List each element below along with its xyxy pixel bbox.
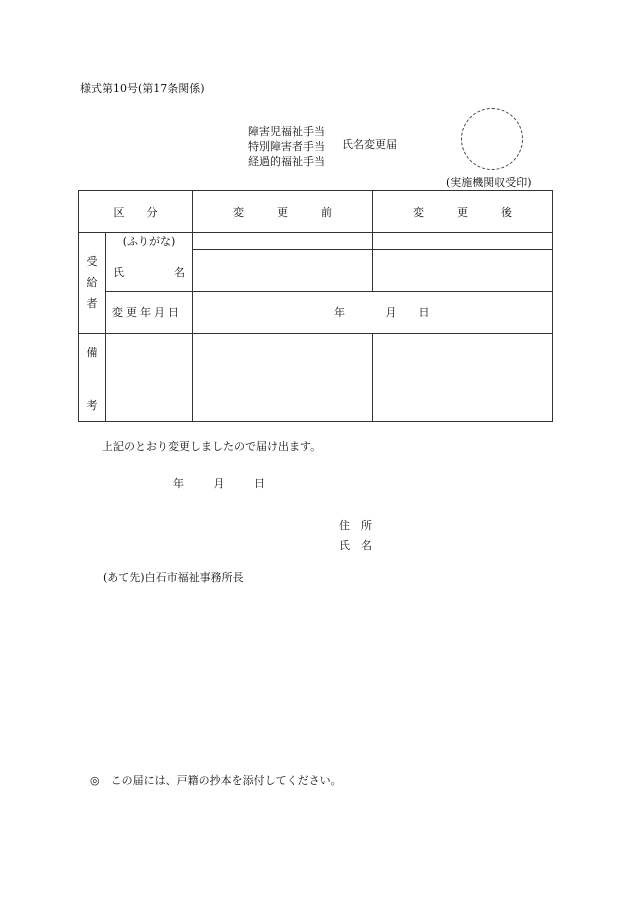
name-before-cell[interactable] — [193, 250, 373, 292]
remarks-label — [79, 333, 106, 421]
submission-year: 年 — [173, 477, 184, 490]
form-number: 様式第10号(第17条関係) — [80, 82, 205, 95]
date-year: 年 — [334, 306, 345, 319]
change-date-label: 変更年月日 — [106, 291, 193, 333]
submission-date — [173, 478, 265, 489]
date-month: 月 — [385, 306, 397, 319]
furigana-before-cell[interactable] — [193, 233, 373, 250]
remarks-cell-3[interactable] — [373, 333, 553, 421]
recipient-char-3: 者 — [86, 297, 98, 311]
remarks-cell-2[interactable] — [193, 333, 373, 421]
change-form-table — [78, 190, 553, 422]
declaration-text: 上記のとおり変更しましたので届け出ます。 — [102, 440, 322, 453]
recipient-char-1: 受 — [86, 255, 98, 269]
receipt-stamp-label: (実施機関収受印) — [446, 176, 532, 189]
applicant-name-label: 氏 名 — [339, 539, 372, 552]
title-line-1: 障害児福祉手当 — [248, 125, 325, 138]
change-date-cell[interactable] — [193, 291, 553, 333]
table-header-row — [79, 191, 553, 233]
recipient-char-2: 給 — [86, 276, 98, 290]
submission-day: 日 — [254, 477, 265, 490]
remarks-cell-1[interactable] — [106, 333, 193, 421]
name-label-cell — [106, 250, 193, 292]
header-after: 変 更 後 — [373, 191, 553, 233]
receipt-stamp-circle — [461, 108, 523, 170]
header-before: 変 更 前 — [193, 191, 373, 233]
title-line-3: 経過的福祉手当 — [248, 155, 325, 168]
remarks-row — [79, 333, 553, 421]
title-line-2: 特別障害者手当 — [248, 140, 325, 153]
attachment-note: ◎ この届には、戸籍の抄本を添付してください。 — [90, 774, 342, 787]
address-label: 住 所 — [339, 519, 372, 532]
change-date-row — [79, 291, 553, 333]
name-label-right: 名 — [174, 265, 185, 279]
name-label-left: 氏 — [113, 265, 124, 279]
name-after-cell[interactable] — [373, 250, 553, 292]
form-titles — [248, 124, 325, 169]
header-category: 区 分 — [79, 191, 193, 233]
addressee: (あて先)白石市福祉事務所長 — [103, 571, 244, 584]
date-day: 日 — [418, 306, 430, 319]
recipient-label — [79, 233, 106, 334]
remarks-char-2: 考 — [86, 398, 98, 412]
applicant-block — [339, 516, 372, 556]
furigana-after-cell[interactable] — [373, 233, 553, 250]
furigana-row — [79, 233, 553, 250]
form-title-suffix: 氏名変更届 — [342, 138, 397, 151]
submission-month: 月 — [213, 477, 225, 490]
name-row — [79, 250, 553, 292]
remarks-char-1: 備 — [86, 345, 98, 359]
furigana-label: (ふりがな) — [106, 233, 193, 250]
